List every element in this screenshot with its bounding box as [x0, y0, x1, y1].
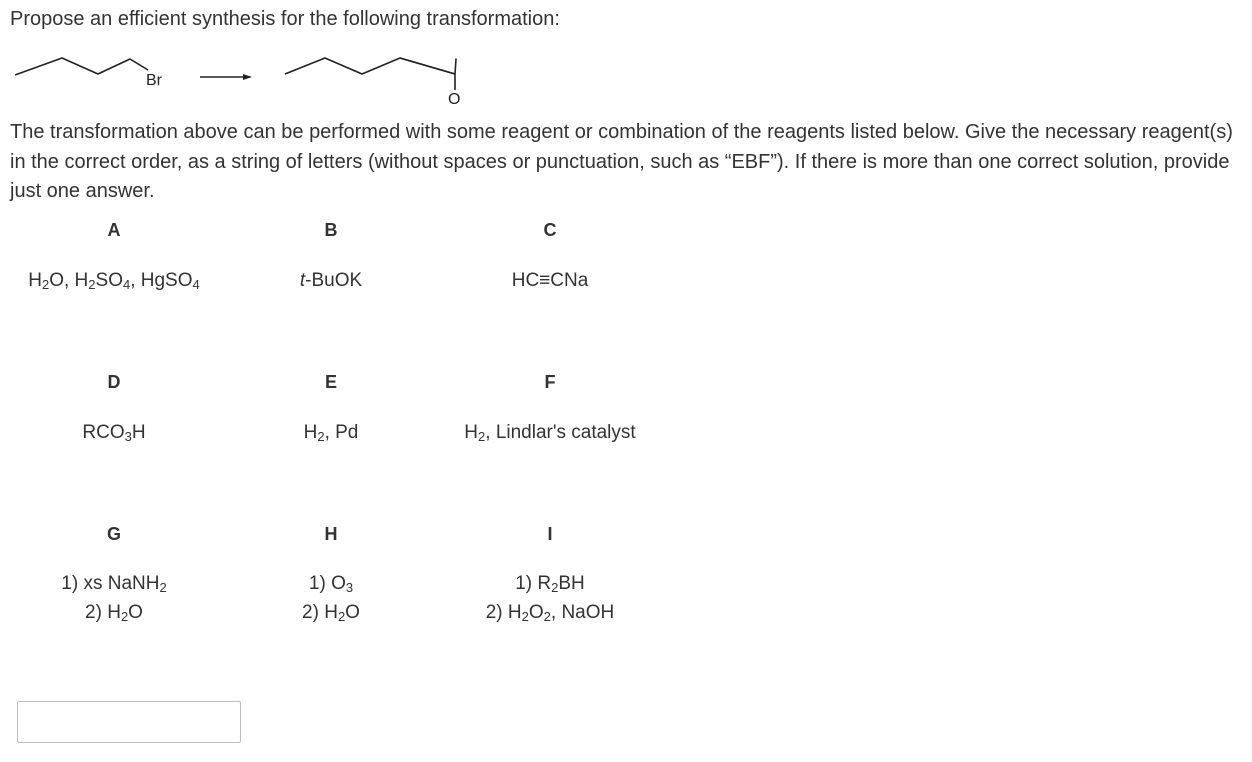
bromine-label: Br: [146, 72, 162, 89]
reagent-letter-h: H: [324, 524, 338, 544]
reagent-letter-g: G: [106, 524, 121, 544]
reagent-h: 1) $O_3$ 2) $H_2O$: [302, 573, 360, 624]
reagent-i: 1) $R_2BH$ 2) $H_2O_2$, NaOH: [485, 573, 615, 624]
reagent-letter-e: E: [324, 372, 337, 392]
reagent-letter-c: C: [543, 220, 557, 240]
reaction-arrow: [200, 74, 252, 80]
reagent-g: 1) xs NaNH$_2$ 2) $H_2O$: [61, 573, 167, 624]
reagent-c: HC≡CNa: [511, 270, 589, 291]
reaction-scheme: [0, 48, 500, 118]
epoxide-ring: [400, 58, 456, 90]
reagent-letter-b: B: [324, 220, 338, 240]
reagent-letter-i: I: [547, 524, 553, 544]
reagent-letter-a: A: [107, 220, 121, 240]
reagent-a: $H_2O$, $H_2SO_4$, HgSO$_4$: [28, 270, 200, 292]
reagent-e: $H_2$, Pd: [303, 422, 359, 444]
oxygen-label: O: [448, 91, 461, 108]
question-description: The transformation above can be performed with some reagent or combination of the reagents listed below. Give the necessary reagent(s) in the correct order, as a string of letters (without spaces or punctuation, such as “EBF”). If there is more than one correct solution, provide just one answer.: [10, 121, 1233, 202]
reactant-chain: [15, 58, 148, 75]
reagent-b: t-BuOK: [299, 270, 363, 291]
answer-input[interactable]: [17, 701, 241, 743]
reagent-f: $H_2$, Lindlar's catalyst: [464, 422, 636, 444]
reagent-letter-d: D: [107, 372, 121, 392]
question-prompt: Propose an efficient synthesis for the following transformation:: [10, 8, 560, 30]
reagent-d: $RCO_3H$: [82, 422, 146, 444]
reagent-letter-f: F: [544, 372, 556, 392]
